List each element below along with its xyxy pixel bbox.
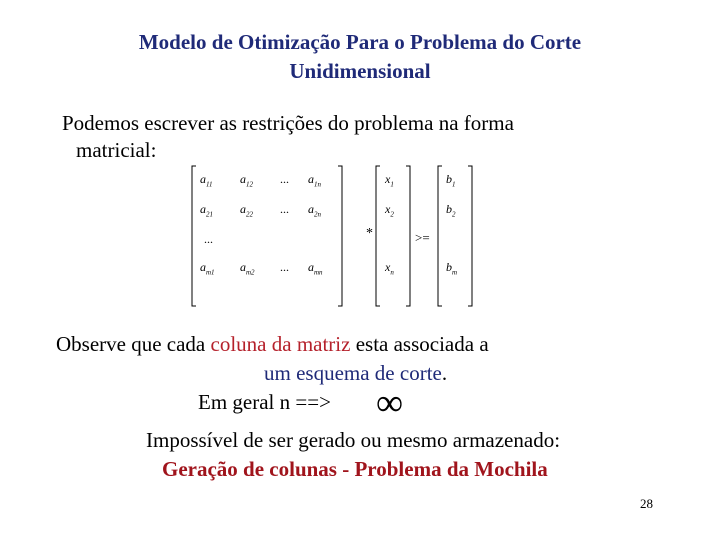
intro-line-2: matricial: bbox=[76, 138, 157, 162]
vector-b-left-bracket bbox=[438, 166, 442, 306]
vector-x-n: $x_n$ bbox=[385, 260, 394, 277]
multiply-sign: * bbox=[366, 226, 373, 241]
title-line-2: Unidimensional bbox=[289, 59, 431, 83]
column-generation-line: Geração de colunas - Problema da Mochila bbox=[162, 457, 548, 481]
observe-prefix: Observe que cada bbox=[56, 332, 211, 356]
matrix-element-a12: $a_{12}$ bbox=[240, 172, 253, 189]
impossible-line: Impossível de ser gerado ou mesmo armazenado: bbox=[146, 428, 561, 452]
observe-suffix: esta associada a bbox=[350, 332, 489, 356]
vector-x-1: $x_1$ bbox=[385, 172, 394, 189]
matrix-ellipsis-row2: ... bbox=[280, 202, 289, 216]
vector-b-m: $b_m$ bbox=[446, 260, 458, 277]
matrix-ellipsis-row4: ... bbox=[280, 260, 289, 274]
matrix-element-a21: $a_{21}$ bbox=[200, 202, 213, 219]
matrix-equation bbox=[180, 160, 480, 310]
matrix-element-amn: $a_{mn}$ bbox=[308, 260, 323, 277]
matrix-element-am2: $a_{m2}$ bbox=[240, 260, 255, 277]
observe-line bbox=[56, 331, 489, 357]
matrix-brackets bbox=[180, 160, 480, 310]
infinity-symbol: ∞ bbox=[376, 382, 404, 424]
matrix-element-a1n: $a_{1n}$ bbox=[308, 172, 321, 189]
matrix-element-a2n: $a_{2n}$ bbox=[308, 202, 321, 219]
relation-sign: >= bbox=[415, 230, 430, 245]
scheme-line bbox=[264, 360, 447, 386]
slide-title bbox=[0, 28, 720, 86]
general-line: Em geral n ==> bbox=[198, 390, 331, 414]
vector-x-right-bracket bbox=[406, 166, 410, 306]
vector-b-1: $b_1$ bbox=[446, 172, 456, 189]
matrix-element-a22: $a_{22}$ bbox=[240, 202, 253, 219]
vector-x-left-bracket bbox=[376, 166, 380, 306]
vector-x-2: $x_2$ bbox=[385, 202, 394, 219]
matrix-ellipsis-row3: ... bbox=[204, 232, 213, 246]
matrix-ellipsis-row1: ... bbox=[280, 172, 289, 186]
scheme-highlight: um esquema de corte bbox=[264, 361, 442, 385]
matrix-element-a11: $a_{11}$ bbox=[200, 172, 213, 189]
page-number: 28 bbox=[640, 496, 653, 511]
scheme-period: . bbox=[441, 361, 448, 385]
intro-line-1: Podemos escrever as restrições do problema na forma bbox=[62, 111, 514, 135]
vector-b-right-bracket bbox=[468, 166, 472, 306]
vector-b-2: $b_2$ bbox=[446, 202, 456, 219]
title-line-1: Modelo de Otimização Para o Problema do Corte bbox=[138, 30, 582, 54]
matrix-element-am1: $a_{m1}$ bbox=[200, 260, 215, 277]
observe-highlight: coluna da matriz bbox=[210, 332, 351, 356]
matrix-a-left-bracket bbox=[192, 166, 196, 306]
matrix-a-right-bracket bbox=[338, 166, 342, 306]
